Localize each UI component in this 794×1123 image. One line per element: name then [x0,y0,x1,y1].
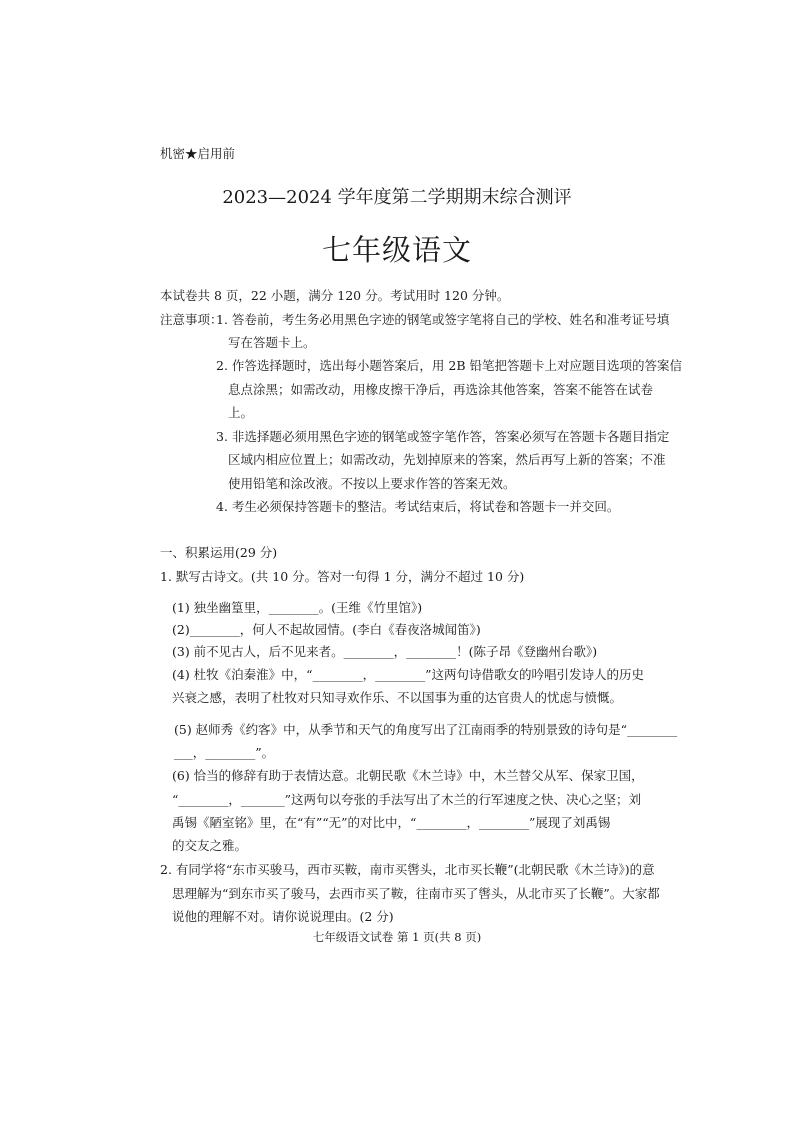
question-2-line-2: 思理解为“到东市买了骏马，去西市买了鞍，往南市买了辔头，从北市买了长鞭”。大家都 [172,886,660,901]
question-1-2: (2)________，何人不起故园情。(李白《春夜洛城闻笛》) [172,622,481,637]
question-2-line-1: 2. 有同学将“东市买骏马，西市买鞍，南市买辔头，北市买长鞭”(北朝民歌《木兰诗》)的意 [160,862,655,877]
question-1-4-line-2: 兴衰之感，表明了杜牧对只知寻欢作乐、不以国事为重的达官贵人的忧虑与愤慨。 [172,690,623,705]
section-1-heading: 一、积累运用(29 分) [160,545,278,560]
subject-title: 七年级语文 [321,233,472,267]
confidential-mark: 机密★启用前 [160,146,236,161]
question-1-3: (3) 前不见古人，后不见来者。________，________！(陈子昂《登幽州台歌》) [172,644,598,659]
note-3-line-1: 3. 非选择题必须用黑色字迹的钢笔或签字笔作答，答案必须写在答题卡各题目指定 [216,429,670,444]
exam-title: 2023—2024 学年度第二学期期末综合测评 [222,187,572,208]
question-1-6-line-2: “________，_______”这两句以夸张的手法写出了木兰的行军速度之快、决心之坚；刘 [172,792,642,807]
note-4: 4. 考生必须保持答题卡的整洁。考试结束后，将试卷和答题卡一并交回。 [216,499,620,514]
note-3-line-2: 区域内相应位置上；如需改动，先划掉原来的答案，然后再写上新的答案；不准 [228,452,666,467]
note-2-line-1: 2. 作答选择题时，选出每小题答案后，用 2B 铅笔把答题卡上对应题目选项的答案信 [216,358,682,373]
exam-summary: 本试卷共 8 页，22 小题，满分 120 分。考试用时 120 分钟。 [160,288,510,303]
question-1-6-line-1: (6) 恰当的修辞有助于表情达意。北朝民歌《木兰诗》中，木兰替父从军、保家卫国， [172,768,644,783]
question-1-1: (1) 独坐幽篁里，________。(王维《竹里馆》) [172,600,423,615]
note-2-line-3: 上。 [228,405,254,420]
notes-label: 注意事项： [160,312,223,327]
question-1-5-line-2: ___，________”。 [174,745,275,760]
question-1-6-line-3: 禹锡《陋室铭》里，在“有”“无”的对比中，“________，________”展现了刘禹锡 [172,815,611,830]
question-1-title: 1. 默写古诗文。(共 10 分。答对一句得 1 分，满分不超过 10 分) [160,569,525,584]
question-1-6-line-4: 的交友之雅。 [172,838,248,853]
note-2-line-2: 息点涂黑；如需改动，用橡皮擦干净后，再选涂其他答案，答案不能答在试卷 [228,382,654,397]
question-1-5-line-1: (5) 赵师秀《约客》中，从季节和天气的角度写出了江南雨季的特别景致的诗句是“________ [174,722,678,737]
note-1-line-1: 1. 答卷前，考生务必用黑色字迹的钢笔或签字笔将自己的学校、姓名和准考证号填 [216,312,670,327]
page-footer: 七年级语文试卷 第 1 页(共 8 页) [312,930,482,944]
question-2-line-3: 说他的理解不对。请你说说理由。(2 分) [172,909,394,924]
note-1-line-2: 写在答题卡上。 [228,335,316,350]
question-1-4-line-1: (4) 杜牧《泊秦淮》中，“________，________”这两句诗借歌女的吟唱引发诗人的历史 [172,667,644,682]
note-3-line-3: 使用铅笔和涂改液。不按以上要求作答的答案无效。 [228,476,516,491]
